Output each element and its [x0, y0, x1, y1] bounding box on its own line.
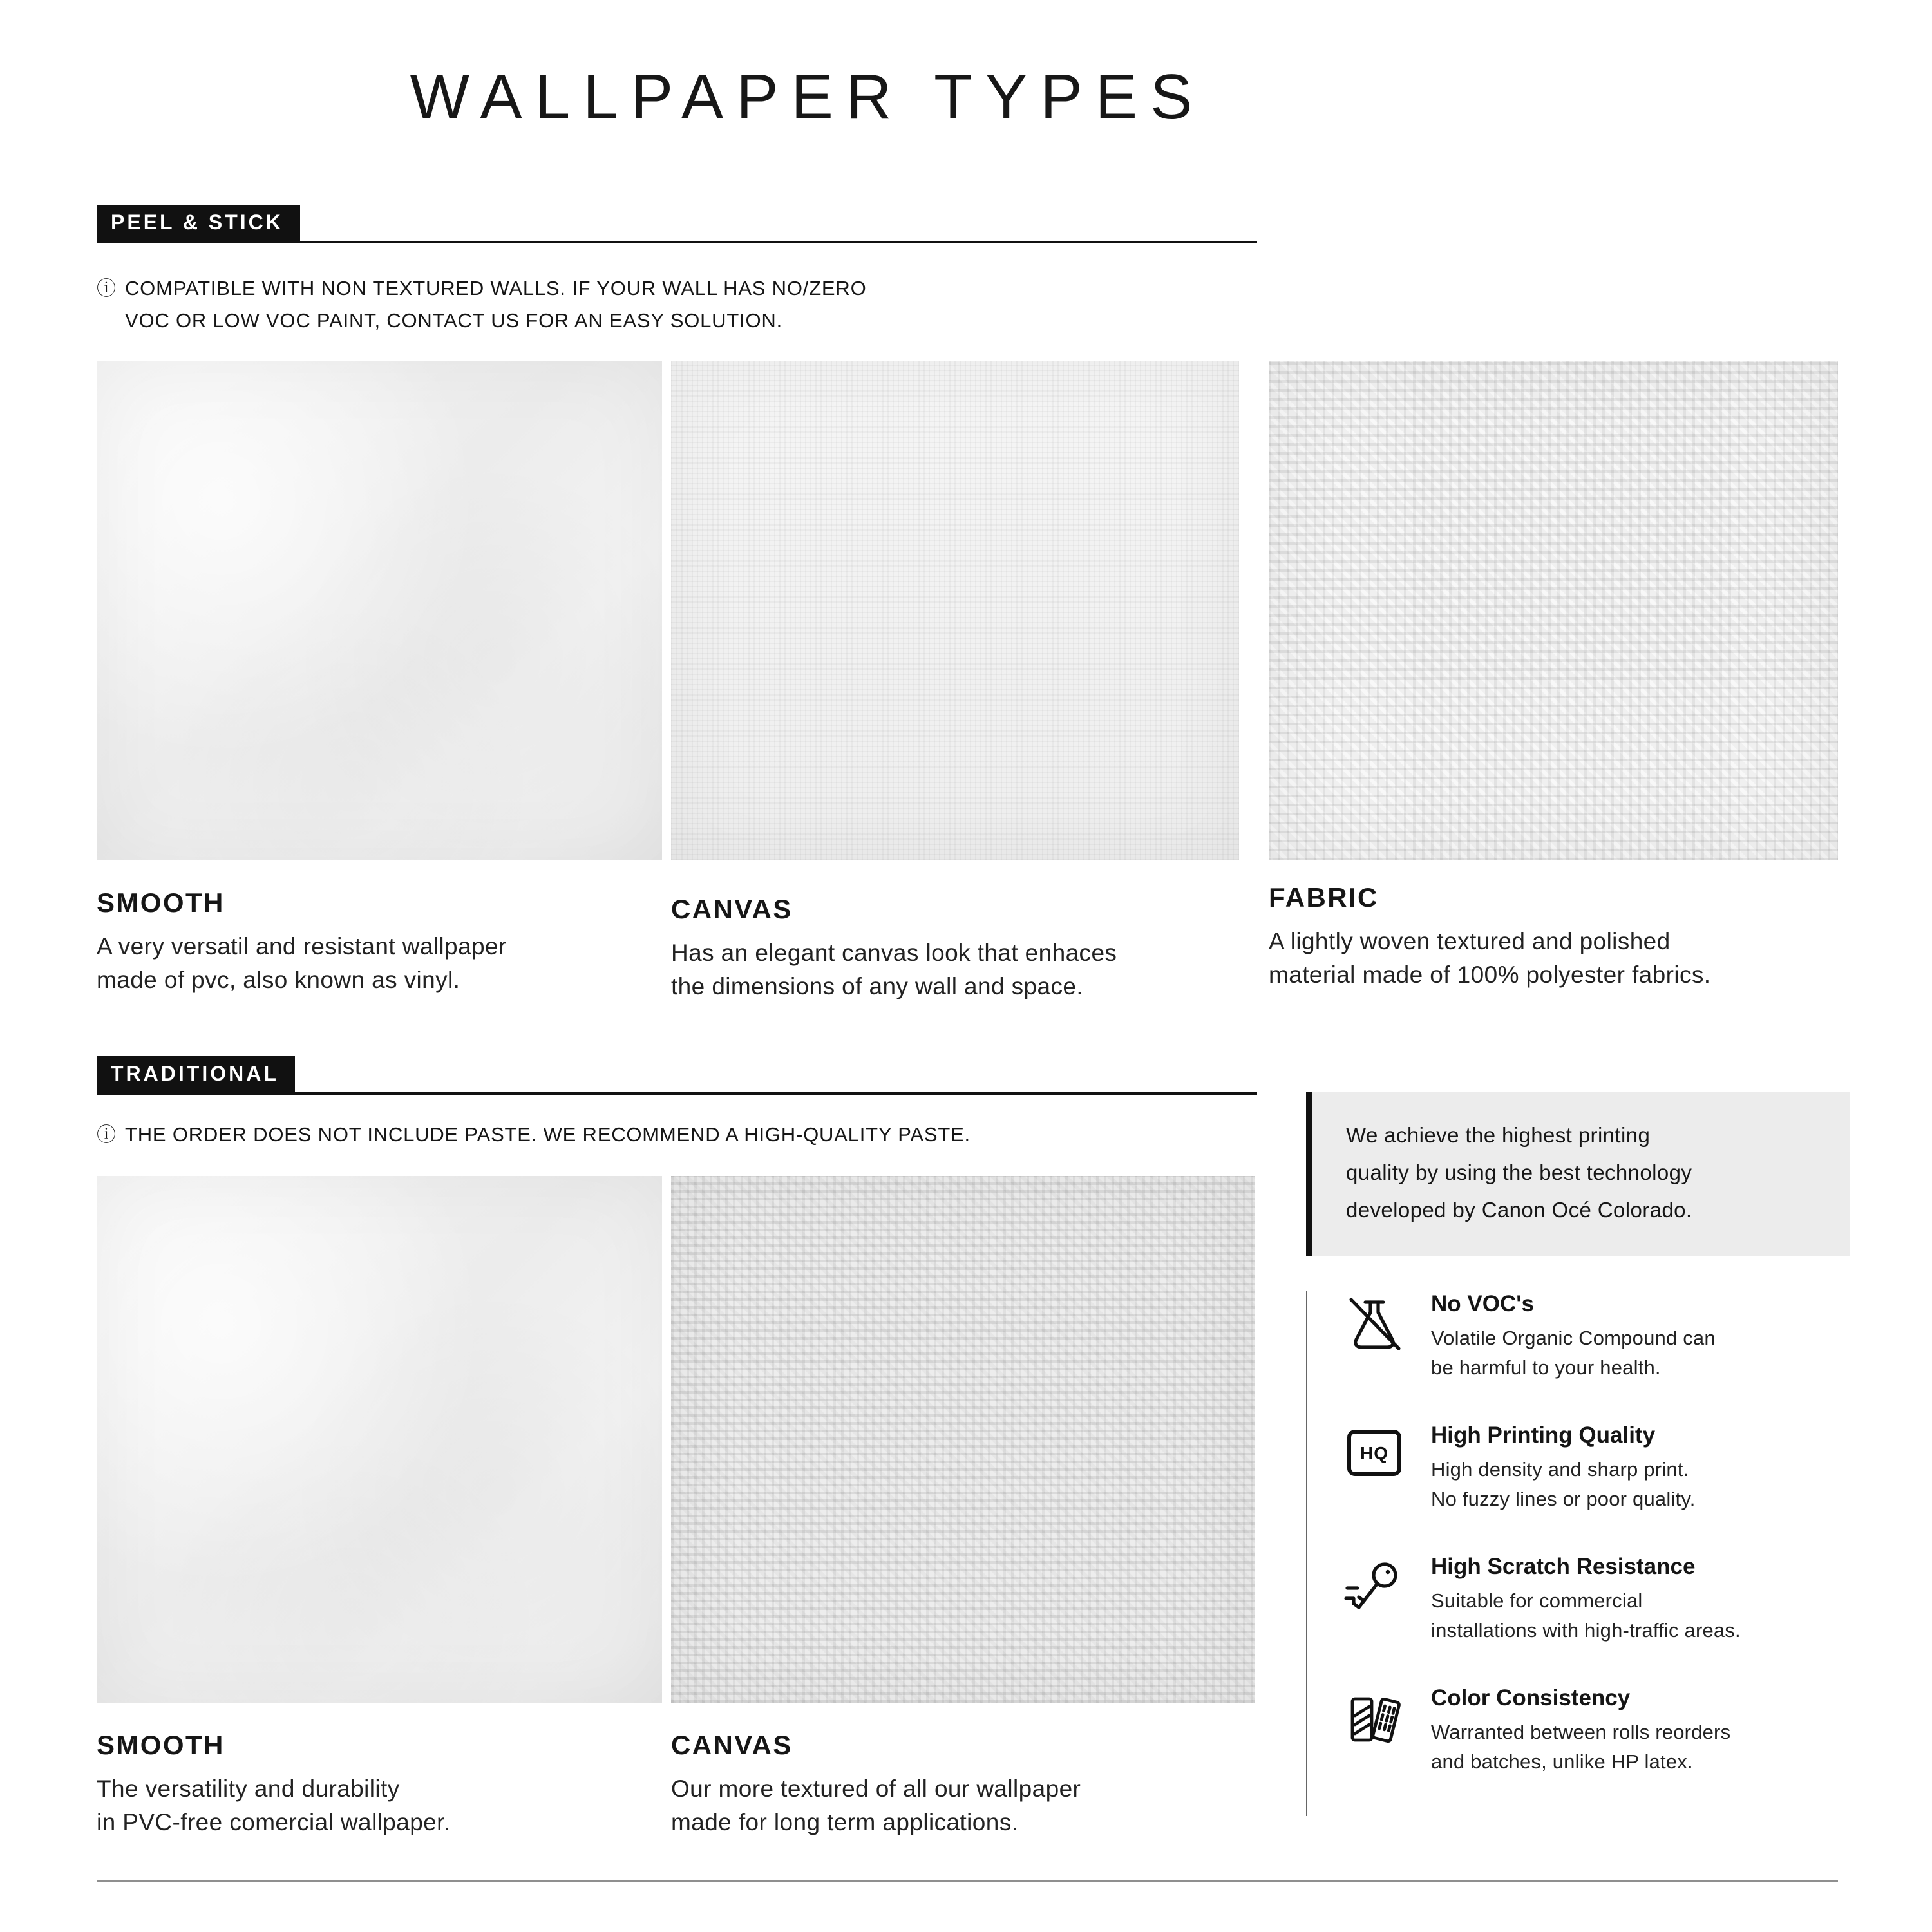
- swatch-name: CANVAS: [671, 1731, 793, 1761]
- swatch-desc-line: A lightly woven textured and polished: [1269, 927, 1671, 954]
- feature-desc-line: Volatile Organic Compound can: [1431, 1328, 1716, 1350]
- no-voc-icon: [1343, 1293, 1410, 1355]
- info-icon: ⓘ: [97, 278, 117, 300]
- swatch-desc-line: The versatility and durability: [97, 1775, 400, 1802]
- info-line: VOC OR LOW VOC PAINT, CONTACT US FOR AN EASY SOLUTION.: [125, 310, 783, 332]
- info-line: THE ORDER DOES NOT INCLUDE PASTE. WE RECOMMEND A HIGH-QUALITY PASTE.: [125, 1124, 971, 1146]
- note-line: quality by using the best technology: [1346, 1162, 1692, 1185]
- feature-desc-line: be harmful to your health.: [1431, 1358, 1661, 1379]
- feature-title: High Printing Quality: [1431, 1422, 1656, 1448]
- feature-no-voc: [1307, 1291, 1860, 1383]
- swatch-name: CANVAS: [671, 895, 793, 925]
- note-line: We achieve the highest printing: [1346, 1124, 1651, 1148]
- canvas-texture-image: [671, 361, 1239, 860]
- feature-desc-line: High density and sharp print.: [1431, 1459, 1689, 1481]
- bottom-rule: [97, 1880, 1838, 1882]
- scratch-resistance-icon: [1343, 1556, 1410, 1618]
- hq-icon: [1343, 1425, 1410, 1476]
- info-icon: ⓘ: [97, 1124, 117, 1146]
- hq-icon-label: HQ: [1347, 1430, 1401, 1476]
- canvas-texture-image: [671, 1176, 1255, 1703]
- note-line: developed by Canon Océ Colorado.: [1346, 1199, 1692, 1222]
- section-label-traditional: TRADITIONAL: [97, 1056, 296, 1094]
- feature-high-printing-quality: [1307, 1422, 1860, 1515]
- page-title: WALLPAPER TYPES: [410, 63, 1206, 133]
- swatch-card-traditional-smooth: [97, 1176, 662, 1839]
- feature-color-consistency: [1307, 1685, 1860, 1777]
- color-consistency-icon: [1343, 1687, 1410, 1749]
- printing-quality-note: [1306, 1092, 1850, 1256]
- feature-title: Color Consistency: [1431, 1685, 1631, 1710]
- traditional-info-note: [97, 1119, 971, 1151]
- feature-desc-line: installations with high-traffic areas.: [1431, 1620, 1741, 1642]
- swatch-desc-line: in PVC-free comercial wallpaper.: [97, 1808, 451, 1835]
- feature-title: No VOC's: [1431, 1291, 1535, 1316]
- feature-title: High Scratch Resistance: [1431, 1553, 1696, 1579]
- swatch-desc-line: the dimensions of any wall and space.: [671, 972, 1084, 999]
- smooth-texture-image: [97, 1176, 662, 1703]
- feature-desc-line: Warranted between rolls reorders: [1431, 1722, 1731, 1744]
- smooth-texture-image: [97, 361, 662, 860]
- feature-desc-line: No fuzzy lines or poor quality.: [1431, 1489, 1696, 1511]
- peel-info-note: [97, 273, 867, 337]
- swatch-desc-line: Our more textured of all our wallpaper: [671, 1775, 1081, 1802]
- fabric-texture-image: [1269, 361, 1838, 860]
- info-line: COMPATIBLE WITH NON TEXTURED WALLS. IF YOUR WALL HAS NO/ZERO: [125, 278, 867, 300]
- swatch-name: FABRIC: [1269, 884, 1379, 913]
- swatch-name: SMOOTH: [97, 1731, 225, 1761]
- swatch-desc-line: material made of 100% polyester fabrics.: [1269, 961, 1711, 988]
- feature-desc-line: Suitable for commercial: [1431, 1591, 1643, 1613]
- swatch-desc-line: made of pvc, also known as vinyl.: [97, 966, 460, 993]
- swatch-card-peel-canvas: [671, 361, 1239, 1003]
- section-label-peel-and-stick: PEEL & STICK: [97, 205, 300, 242]
- swatch-card-peel-smooth: [97, 361, 662, 997]
- feature-desc-line: and batches, unlike HP latex.: [1431, 1752, 1693, 1774]
- swatch-card-traditional-canvas: [671, 1176, 1255, 1839]
- features-list: [1306, 1291, 1860, 1816]
- swatch-desc-line: A very versatil and resistant wallpaper: [97, 933, 507, 960]
- feature-high-scratch-resistance: [1307, 1553, 1860, 1646]
- swatch-card-peel-fabric: [1269, 361, 1838, 992]
- swatch-name: SMOOTH: [97, 889, 225, 918]
- swatch-desc-line: made for long term applications.: [671, 1808, 1019, 1835]
- swatch-desc-line: Has an elegant canvas look that enhaces: [671, 939, 1117, 966]
